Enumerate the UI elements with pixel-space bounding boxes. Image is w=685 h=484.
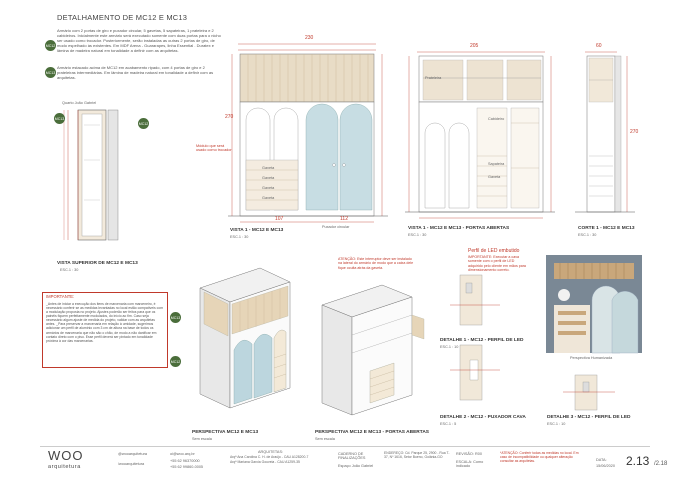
perspective-open-scale: Sem escala [315,437,335,441]
detail1-label: DETALHE 1 - MC12 - PERFIL DE LED [440,338,524,343]
view1-drawer-1: Gaveta [262,166,275,170]
page-title: DETALHAMENTO DE MC12 E MC13 [57,13,188,22]
detail3-scale: ESC.1 : 10 [547,422,566,426]
description-mc12: Armário com 2 portas de giro e puxador circular, 5 gavetas, 5 sapateiras, 1 prateleira e 2 cabideiros. Inicialmente este armário será executado somente com duas portas para o nicho ser usado como trocador. Posteriormente, serão instaladas as outras 2 portas de giro, de modo espelhado às existentes. Em MDF Arena - Guararapes, linha Essential . Duratex e lâmina de madeira natural em tonalidade a definir com as arquitetas. [57,28,221,53]
corte-dim-h: 270 [630,129,639,135]
plan-view-label: VISTA SUPERIOR DE MC12 E MC13 [57,261,138,266]
view1-dim-total: 230 [305,35,314,41]
view1open-label: VISTA 1 - MC12 E MC13 - PORTAS ABERTAS [408,226,510,231]
view1-drawer-2: Gaveta [262,176,275,180]
footer-revision: REVISÃO: R00 [456,452,482,456]
view1-handle-note: Puxador circular [322,225,350,229]
humanized-label: Perspectiva Humanizada [570,356,613,360]
open-label-sapateira: Sapateira [488,162,505,166]
perspective-open-drawing [312,275,432,425]
perspective-open-label: PERSPECTIVA MC12 E MC13 - PORTAS ABERTAS [315,430,429,435]
footer-attention: *ATENÇÃO: Conferir todas as medidas no local. Em caso de incompatibilidade ou qualquer alteração consultar as arquitetas. [500,451,579,464]
badge-persp-mc13: MC13 [170,312,181,323]
footer-architects-label: ARQUITETAS: [258,450,284,454]
corte-drawing [575,48,635,223]
page-total: /2.18 [654,461,668,467]
badge-mc12: MC12 [45,40,56,51]
led-title: Perfil de LED embutido [468,248,520,254]
important-title: IMPORTANTE: [46,294,75,299]
view1-label: VISTA 1 - MC12 E MC13 [230,228,284,233]
open-label-prateleira: Prateleira [425,76,442,80]
detail2-scale: ESC.1 : 5 [440,422,457,426]
detail3-label: DETALHE 3 - MC12 - PERFIL DE LED [547,415,631,420]
important-note-box [42,292,168,368]
footer-date-label: DATA: [596,458,607,462]
footer-phone-1: +55 62 96370000 [170,459,200,463]
open-label-cabideiro: Cabideiro [488,117,505,121]
footer-phone-2: +55 62 99860-0005 [170,465,204,469]
detail3-drawing [555,370,625,415]
logo-sub: arquitetura [48,464,81,470]
badge-plan-mc13: MC13 [54,113,65,124]
logo-main: WOO [48,448,84,463]
view1-scale: ESC.1 : 30 [230,235,249,239]
perspective-drawing [180,258,305,428]
attention-note: ATENÇÃO: Este interruptor deve ser instalado na lateral do armário de modo que a caixa dele fique oculta atrás da gaveta. [338,257,414,270]
view1open-dim-total: 205 [470,43,479,49]
page-number: 2.13 [626,454,650,468]
footer-date: 15/06/2020 [596,464,616,468]
view1-drawer-4: Gaveta [262,196,275,200]
footer-email: oi@woo.arq.br [170,452,195,456]
plan-view-scale: ESC.1 : 30 [60,268,79,272]
view1-drawing [228,40,388,230]
view1-dim-height: 270 [225,114,234,120]
corte-label: CORTE 1 - MC12 E MC13 [578,226,635,231]
detail2-label: DETALHE 2 - MC12 - PUXADOR CAVA [440,415,526,420]
footer-architect-1: Arqª Ana Carolina C. H. de Araújo - CAU A128200-7 [230,455,309,459]
corte-scale: ESC.1 : 30 [578,233,597,237]
trocador-note: Módulo que será usado como trocador [196,144,232,153]
plan-room-label: Quarto João Gabriel [62,101,97,105]
plan-view-drawing [38,100,148,260]
footer-divider [40,446,650,447]
badge-persp-mc12: MC12 [170,356,181,367]
footer-architect-2: Arqª Mariana Garcia Gouveia - CAU A1259-35 [230,460,300,464]
view1-open-drawing [405,48,555,223]
led-text: IMPORTANTE: Executar a cava somente com o perfil de LED adquirido pelo cliente em mãos para dimensionamento correto. [468,255,526,272]
footer-instagram: @wooarquitetura [118,452,147,456]
footer-facebook: /wooarquitetura [118,462,145,466]
important-text: _Antes de iniciar a execução dos itens de marcenaria com marceneiro, é necessário conferir se as medidas levantadas no local estão compatíveis com a modulação proposta no projeto. Ajustes poderão ser feitos para que os painéis fiquem perfeitamente modulados, do início ao fim. Caso seja necessário algum ajuste de medida do projeto, validar com as arquitetas antes. _Para preservar a marcenaria em relação à umidade, sugerimos adicionar um perfil de alumínio com 3 cm de altura na base de todos os armários de marcenaria que não são o chão, de modo a não danificar em contato direto com o piso. Esse perfil deverá ser pintado em tonalidade próxima à cor das marcenarias. [46,302,164,343]
view1open-scale: ESC.1 : 30 [408,233,427,237]
view1-dim-b: 107 [275,216,284,222]
perspective-scale: Sem escala [192,437,212,441]
perspective-label: PERSPECTIVA MC12 E MC13 [192,430,259,435]
badge-plan-mc12: MC12 [138,118,149,129]
view1-drawer-3: Gaveta [262,186,275,190]
footer-address: ENDEREÇO: Cd. Parque 25, 2900 - Rua T-37, Nº 1616, Setor Bueno, Goiânia-GO [384,451,450,459]
humanized-render [546,255,642,353]
detail1-scale: ESC.1 : 10 [440,345,459,349]
view1-dim-c: 112 [340,216,348,222]
footer-caderno-value: Espaço João Gabriel [338,464,374,468]
description-mc13: Armário estacado acima de MC12 em acabamento ripado, com 4 portas de giro e 2 prateleiras intermediárias. Em lâmina de madeira natural em tonalidade a definir com as arquitetas. [57,65,214,80]
footer-scale: ESCALA: Como indicado [456,460,484,469]
badge-mc13: MC13 [45,67,56,78]
footer-caderno-label: CADERNO DE FINALIZAÇÕES [338,452,366,461]
open-label-gaveta: Gaveta [488,175,501,179]
corte-dim-w: 60 [596,43,602,49]
